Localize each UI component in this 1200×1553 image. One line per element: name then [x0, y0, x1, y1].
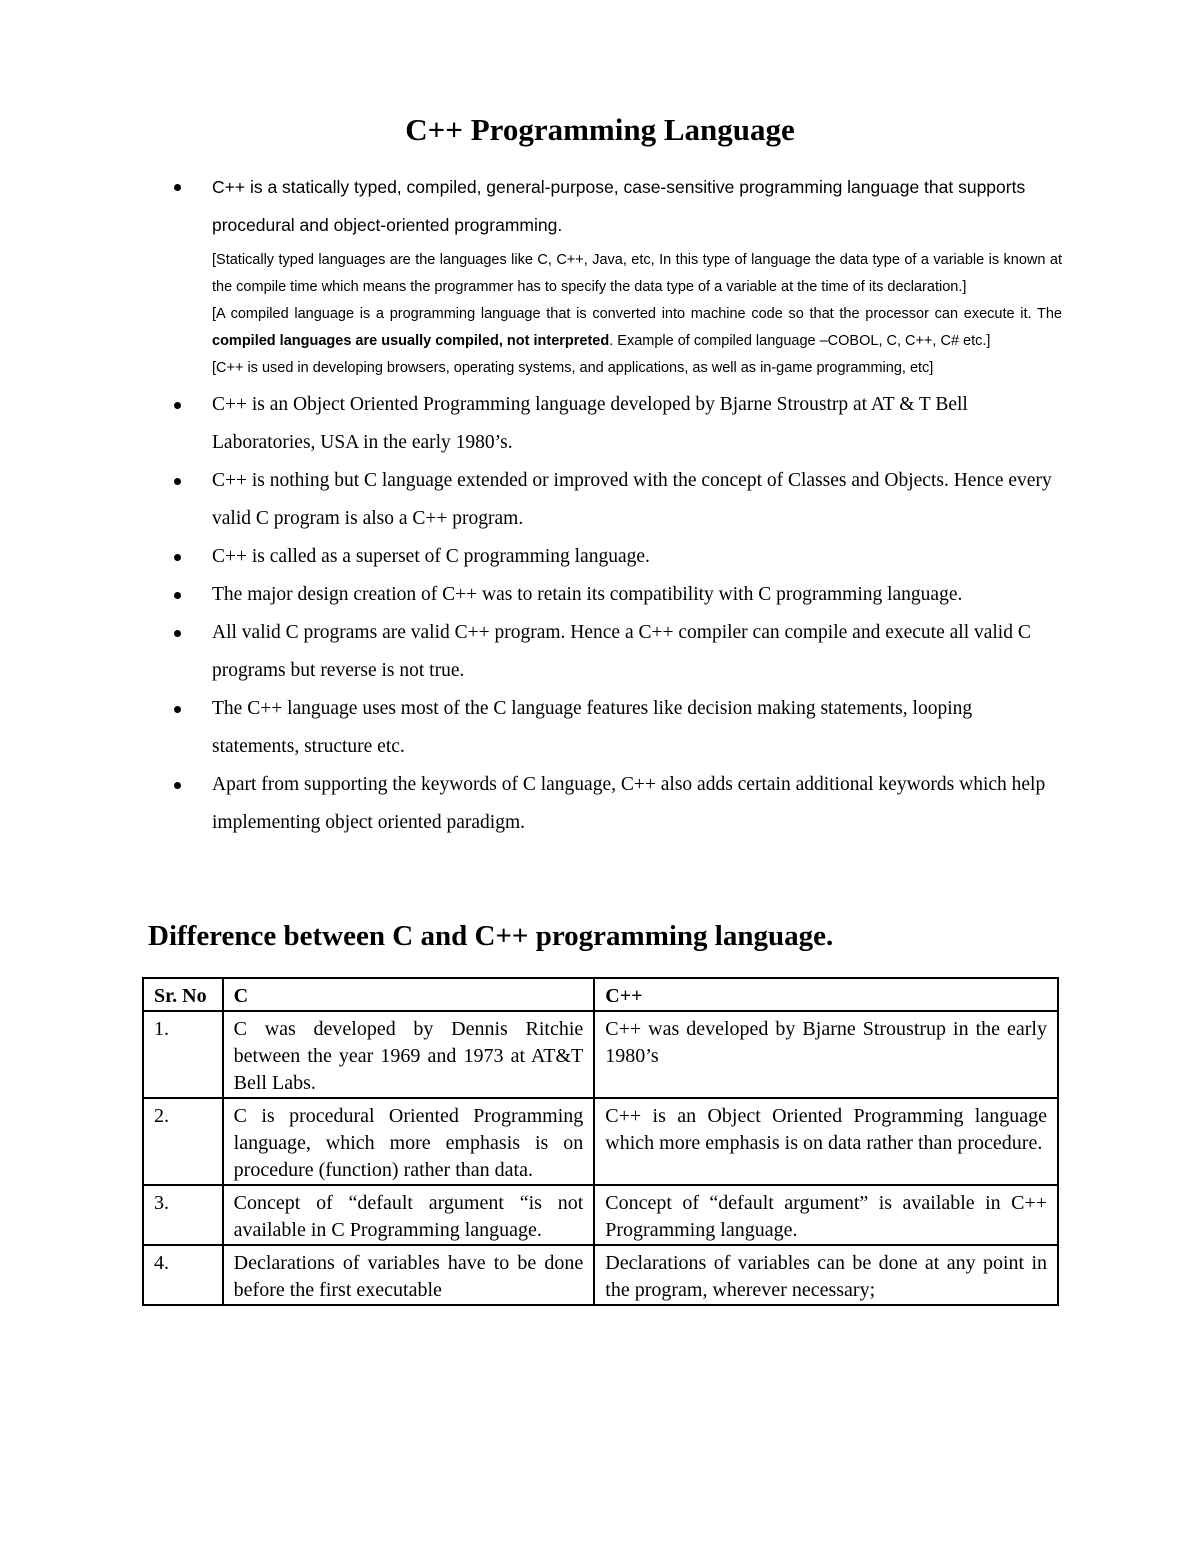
bullet-icon: [174, 554, 181, 561]
cell-c: Concept of “default argument “is not available in C Programming language.: [223, 1185, 595, 1245]
cell-c: C was developed by Dennis Ritchie between the year 1969 and 1973 at AT&T Bell Labs.: [223, 1011, 595, 1098]
bullet-icon: [174, 184, 181, 191]
bullet-text: Apart from supporting the keywords of C language, C++ also adds certain additional keywords which help implementing object oriented paradigm.: [212, 774, 1046, 833]
bullet-icon: [174, 630, 181, 637]
bullet-icon: [174, 706, 181, 713]
note-static-typing: [Statically typed languages are the languages like C, C++, Java, etc, In this type of language the data type of a variable is known at the compile time which means the programmer has to specify the data type of a variable at the time of its declaration.]: [212, 252, 1062, 295]
comparison-table: [142, 977, 1059, 1306]
bullet-list: [172, 168, 1062, 842]
table-row: [143, 1185, 1058, 1245]
cell-cpp: C++ was developed by Bjarne Stroustrup in the early 1980’s: [594, 1011, 1058, 1098]
list-item: [172, 168, 1062, 382]
list-item: [172, 766, 1062, 842]
section-heading: Difference between C and C++ programming language.: [148, 920, 834, 952]
header-cpp: C++: [594, 978, 1058, 1011]
cell-sr-no: 1.: [143, 1011, 223, 1098]
cell-sr-no: 3.: [143, 1185, 223, 1245]
bullet-text: All valid C programs are valid C++ program. Hence a C++ compiler can compile and execute all valid C programs but reverse is not true.: [212, 622, 1031, 681]
cell-sr-no: 4.: [143, 1245, 223, 1305]
cell-cpp: C++ is an Object Oriented Programming language which more emphasis is on data rather than procedure.: [594, 1098, 1058, 1185]
bullet-text: C++ is a statically typed, compiled, general-purpose, case-sensitive programming language that supports procedural and object-oriented programming.: [212, 177, 1026, 235]
cell-c: Declarations of variables have to be done before the first executable: [223, 1245, 595, 1305]
bullet-text: C++ is nothing but C language extended or improved with the concept of Classes and Objects. Hence every valid C program is also a C++ program.: [212, 470, 1052, 529]
list-item: [172, 386, 1062, 462]
table-header-row: [143, 978, 1058, 1011]
list-item: [172, 538, 1062, 576]
bullet-text: The C++ language uses most of the C language features like decision making statements, looping statements, structure etc.: [212, 698, 973, 757]
list-item: [172, 462, 1062, 538]
table-row: [143, 1011, 1058, 1098]
note-compiled-language: [A compiled language is a programming language that is converted into machine code so that the processor can execute it. The compiled languages are usually compiled, not interpreted. Example of compiled language –COBOL, C, C++, C# etc.]: [212, 306, 1062, 349]
cell-sr-no: 2.: [143, 1098, 223, 1185]
bullet-text: The major design creation of C++ was to retain its compatibility with C programming language.: [212, 584, 963, 605]
bullet-icon: [174, 478, 181, 485]
list-item: [172, 614, 1062, 690]
table-row: [143, 1245, 1058, 1305]
table-row: [143, 1098, 1058, 1185]
cell-c: C is procedural Oriented Programming language, which more emphasis is on procedure (function) rather than data.: [223, 1098, 595, 1185]
list-item: [172, 690, 1062, 766]
bullet-text: C++ is an Object Oriented Programming language developed by Bjarne Stroustrp at AT & T Bell Laboratories, USA in the early 1980’s.: [212, 394, 968, 453]
header-c: C: [223, 978, 595, 1011]
header-sr-no: Sr. No: [143, 978, 223, 1011]
cell-cpp: Concept of “default argument” is available in C++ Programming language.: [594, 1185, 1058, 1245]
list-item: [172, 576, 1062, 614]
note-block: [212, 247, 1062, 382]
cell-cpp: Declarations of variables can be done at any point in the program, wherever necessary;: [594, 1245, 1058, 1305]
bullet-icon: [174, 402, 181, 409]
note-usage: [C++ is used in developing browsers, operating systems, and applications, as well as in-game programming, etc]: [212, 360, 934, 376]
page-title: C++ Programming Language: [405, 112, 795, 147]
bullet-text: C++ is called as a superset of C programming language.: [212, 546, 650, 567]
bullet-icon: [174, 592, 181, 599]
bullet-icon: [174, 782, 181, 789]
